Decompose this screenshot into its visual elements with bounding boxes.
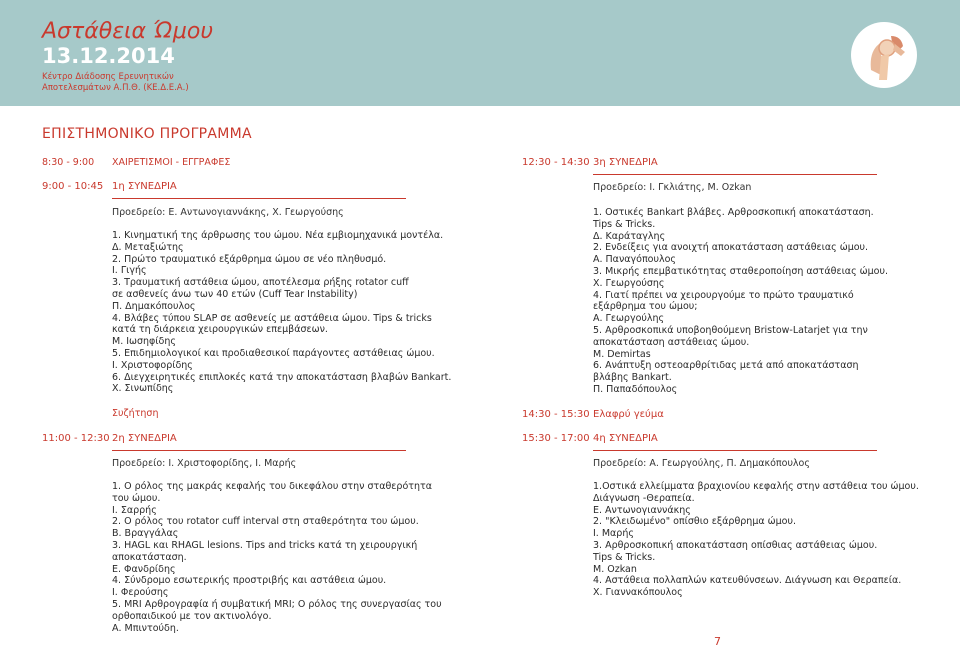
session4-chairs: Προεδρείο: Α. Γεωργούλης, Π. Δημακόπουλος <box>593 458 810 469</box>
list-item: 5. MRI Αρθρογραφία ή συμβατική MRI; Ο ρόλος της συνεργασίας του <box>112 598 442 610</box>
event-title: Αστάθεια Ώμου <box>42 19 214 44</box>
list-item: Μ. Demirtas <box>593 348 651 360</box>
session3-divider <box>593 174 877 175</box>
list-item: 2. Ενδείξεις για ανοιχτή αποκατάσταση αστάθειας ώμου. <box>593 242 869 254</box>
session3-time: 12:30 - 14:30 <box>522 157 590 168</box>
session1-chairs: Προεδρείο: Ε. Αντωνογιαννάκης, Χ. Γεωργούσης <box>112 207 344 218</box>
list-item: αποκατάσταση. <box>112 551 187 563</box>
list-item: 6. Διεγχειρητικές επιπλοκές κατά την αποκατάσταση βλαβών Bankart. <box>112 371 452 383</box>
session3-talks <box>593 207 888 396</box>
list-item: 4. Βλάβες τύπου SLAP σε ασθενείς με αστάθεια ώμου. Tips & tricks <box>112 312 432 324</box>
session2-label: 2η ΣΥΝΕΔΡΙΑ <box>112 433 177 444</box>
list-item: Ε. Αντωνογιαννάκης <box>593 504 691 516</box>
list-item: Ε. Φανδρίδης <box>112 563 176 575</box>
welcome-label: ΧΑΙΡΕΤΙΣΜΟΙ - ΕΓΓΡΑΦΕΣ <box>112 157 231 168</box>
list-item: 4. Γιατί πρέπει να χειρουργούμε το πρώτο τραυματικό <box>593 289 854 301</box>
list-item: 1. Κινηματική της άρθρωσης του ώμου. Νέα εμβιομηχανικά μοντέλα. <box>112 230 444 241</box>
list-item: 3. Αρθροσκοπική αποκατάσταση οπίσθιας αστάθειας ώμου. <box>593 539 878 551</box>
list-item: Μ. Ozkan <box>593 563 637 575</box>
session2-chairs: Προεδρείο: Ι. Χριστοφορίδης, Ι. Μαρής <box>112 458 297 469</box>
list-item: Tips & Tricks. <box>593 551 656 563</box>
discussion-label: Συζήτηση <box>112 408 159 419</box>
list-item: κατά τη διάρκεια χειρουργικών επεμβάσεων. <box>112 324 328 336</box>
list-item: 2. Ο ρόλος του rotator cuff interval στη σταθερότητα του ώμου. <box>112 516 419 528</box>
session1-time: 9:00 - 10:45 <box>42 181 104 192</box>
list-item: 3. Μικρής επεμβατικότητας σταθεροποίηση αστάθειας ώμου. <box>593 265 888 277</box>
lunch-label: Ελαφρύ γεύμα <box>593 409 664 420</box>
list-item: 1.Οστικά ελλείμματα βραχιονίου κεφαλής στην αστάθεια του ώμου. <box>593 481 919 492</box>
list-item: Ι. Μαρής <box>593 528 634 540</box>
list-item: Χ. Γεωργούσης <box>593 277 665 289</box>
list-item: 2. Πρώτο τραυματικό εξάρθρημα ώμου σε νέο πληθυσμό. <box>112 253 387 265</box>
list-item: Ι. Σαρρής <box>112 504 157 516</box>
session4-talks <box>593 481 919 599</box>
list-item: 4. Σύνδρομο εσωτερικής προστριβής και αστάθεια ώμου. <box>112 575 387 587</box>
shoulder-joint-icon <box>851 22 917 88</box>
lunch-time: 14:30 - 15:30 <box>522 409 590 420</box>
list-item: Α. Μπιντούδη. <box>112 622 179 634</box>
event-date: 13.12.2014 <box>42 44 175 68</box>
list-item: του ώμου. <box>112 492 161 504</box>
list-item: 6. Ανάπτυξη οστεοαρθρίτιδας μετά από αποκατάσταση <box>593 360 859 372</box>
list-item: Διάγνωση -Θεραπεία. <box>593 492 695 504</box>
session2-divider <box>112 450 406 451</box>
list-item: Χ. Γιαννακόπουλος <box>593 587 683 599</box>
list-item: Tips & Tricks. <box>593 218 656 230</box>
session4-time: 15:30 - 17:00 <box>522 433 590 444</box>
program-title: ΕΠΙΣΤΗΜΟΝΙΚΟ ΠΡΟΓΡΑΜΜΑ <box>42 126 252 142</box>
list-item: Δ. Καράταγλης <box>593 230 666 242</box>
list-item: Α. Παναγόπουλος <box>593 254 676 266</box>
list-item: Μ. Ιωσηφίδης <box>112 336 176 348</box>
list-item: 1. Οστικές Bankart βλάβες. Αρθροσκοπική αποκατάσταση. <box>593 207 874 218</box>
list-item: αποκατάσταση αστάθειας ώμου. <box>593 336 750 348</box>
list-item: εξάρθρημα του ώμου; <box>593 301 698 313</box>
session2-time: 11:00 - 12:30 <box>42 433 110 444</box>
session4-label: 4η ΣΥΝΕΔΡΙΑ <box>593 433 658 444</box>
list-item: 1. Ο ρόλος της μακράς κεφαλής του δικεφάλου στην σταθερότητα <box>112 481 432 492</box>
list-item: 4. Αστάθεια πολλαπλών κατευθύνσεων. Διάγνωση και Θεραπεία. <box>593 575 902 587</box>
list-item: Π. Παπαδόπουλος <box>593 383 678 395</box>
list-item: Ι. Γιγής <box>112 265 147 277</box>
session1-talks <box>112 230 451 395</box>
list-item: Α. Γεωργούλης <box>593 313 665 325</box>
session3-chairs: Προεδρείο: Ι. Γκλιάτης, Μ. Ozkan <box>593 182 752 193</box>
list-item: Π. Δημακόπουλος <box>112 300 196 312</box>
session2-talks <box>112 481 442 634</box>
list-item: 2. "Κλειδωμένο" οπίσθιο εξάρθρημα ώμου. <box>593 516 796 528</box>
list-item: ορθοπαιδικού με τον ακτινολόγο. <box>112 610 272 622</box>
organizer-line-2: Αποτελεσμάτων Α.Π.Θ. (ΚΕ.Δ.Ε.Α.) <box>42 83 189 93</box>
welcome-time: 8:30 - 9:00 <box>42 157 95 168</box>
list-item: Ι. Φερούσης <box>112 587 169 599</box>
header-banner <box>0 0 960 106</box>
list-item: Ι. Χριστοφορίδης <box>112 359 193 371</box>
list-item: Β. Βραγγάλας <box>112 528 179 540</box>
list-item: Χ. Σινωπίδης <box>112 383 174 395</box>
list-item: 5. Επιδημιολογικοί και προδιαθεσικοί παράγοντες αστάθειας ώμου. <box>112 347 435 359</box>
session3-label: 3η ΣΥΝΕΔΡΙΑ <box>593 157 658 168</box>
list-item: βλάβης Bankart. <box>593 372 672 384</box>
list-item: 3. Τραυματική αστάθεια ώμου, αποτέλεσμα ρήξης rotator cuff <box>112 277 409 289</box>
session4-divider <box>593 450 877 451</box>
list-item: σε ασθενείς άνω των 40 ετών (Cuff Tear Instability) <box>112 288 358 300</box>
page-number: 7 <box>714 635 721 648</box>
organizer-line-1: Κέντρο Διάδοσης Ερευνητικών <box>42 72 174 82</box>
list-item: 5. Αρθροσκοπικά υποβοηθούμενη Bristow-Latarjet για την <box>593 324 868 336</box>
organizer <box>42 72 189 94</box>
session1-divider <box>112 198 406 199</box>
session1-label: 1η ΣΥΝΕΔΡΙΑ <box>112 181 177 192</box>
list-item: Δ. Μεταξιώτης <box>112 241 184 253</box>
list-item: 3. HAGL και RHAGL lesions. Tips and tricks κατά τη χειρουργική <box>112 539 418 551</box>
